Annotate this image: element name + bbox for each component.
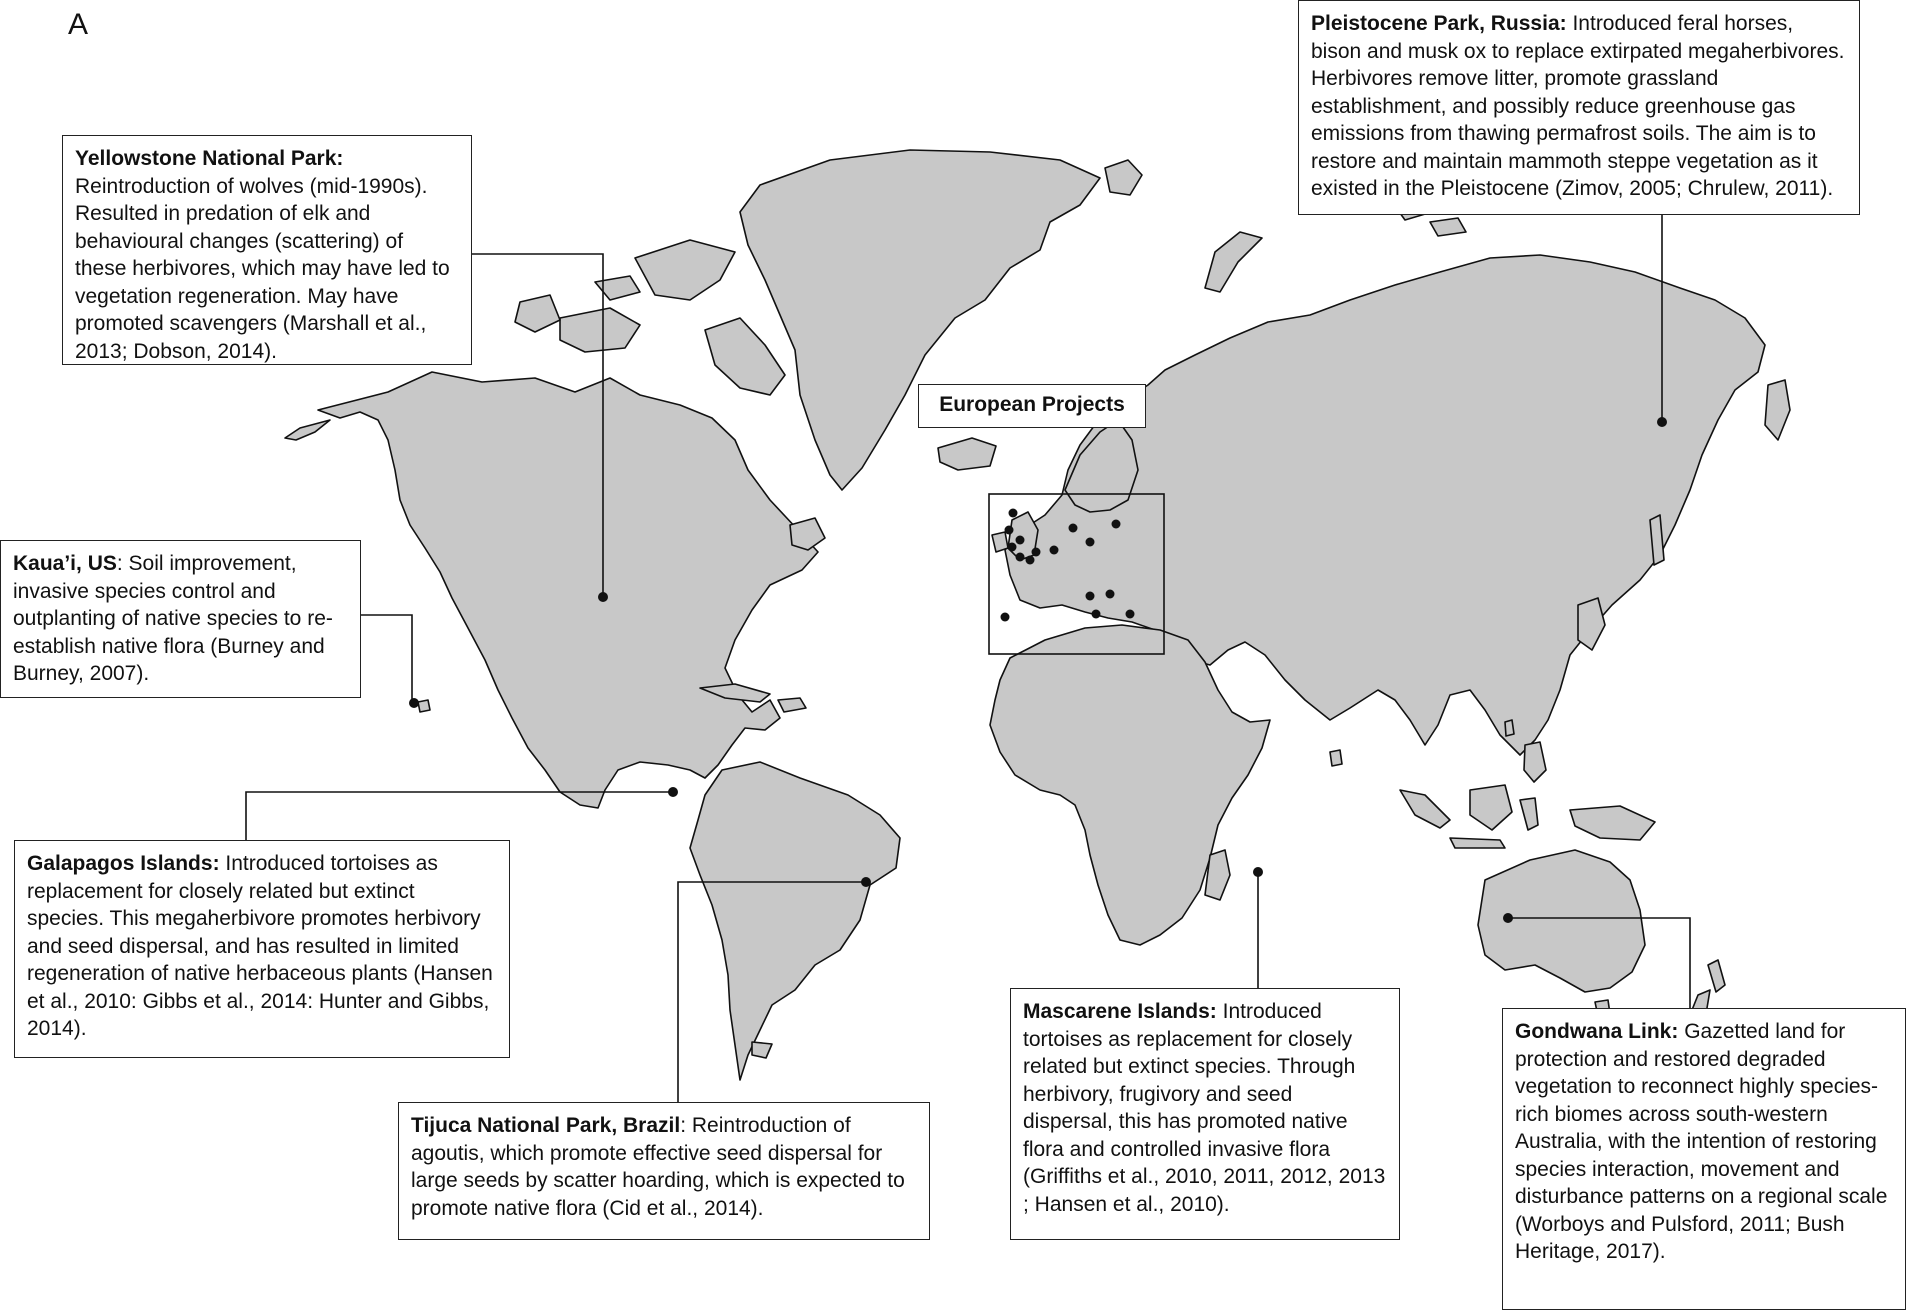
- greenland: [740, 150, 1100, 490]
- annotation-title: Mascarene Islands:: [1023, 1000, 1217, 1023]
- south-america: [690, 762, 900, 1080]
- site-europe: [1092, 610, 1101, 619]
- kamchatka: [1765, 380, 1790, 440]
- site-galapagos: [668, 787, 678, 797]
- annotation-text: : Reintroduction of agoutis, which promote effective seed dispersal for large seeds by scatter hoarding, which is expected to promote native flora (Cid et al., 2014).: [411, 1114, 905, 1220]
- site-europe: [1069, 524, 1078, 533]
- annotation-mascarene: [1010, 988, 1400, 1240]
- site-pleistocene: [1657, 417, 1667, 427]
- site-europe: [1112, 520, 1121, 529]
- borneo: [1470, 785, 1512, 830]
- panel-label: A: [68, 8, 89, 41]
- annotation-galapagos: [14, 840, 510, 1058]
- annotation-title: Kaua’i, US: [13, 552, 117, 575]
- sri-lanka: [1330, 750, 1342, 766]
- site-mascarene: [1253, 867, 1263, 877]
- site-kauai: [409, 698, 419, 708]
- annotation-text: Gazetted land for protection and restored degraded vegetation to reconnect highly species-rich biomes across south-western Australia, with the intention of restoring species interaction, movement and disturbance patterns on a regional scale (Worboys and Pulsford, 2011; Bush Heritage, 2017).: [1515, 1020, 1888, 1263]
- annotation-title: Pleistocene Park, Russia:: [1311, 12, 1567, 35]
- annotation-text: Introduced feral horses, bison and musk ox to replace extirpated megaherbivores. Herbivores remove litter, promote grassland establishment, and possibly reduce greenhouse gas emissions from thawing permafrost soils. The aim is to restore and maintain mammoth steppe vegetation as it existed in the Pleistocene (Zimov, 2005; Chrulew, 2011).: [1311, 12, 1845, 200]
- annotation-gondwana: [1502, 1008, 1906, 1310]
- sulawesi: [1520, 798, 1538, 830]
- australia: [1478, 850, 1645, 992]
- tierra-del-fuego: [752, 1042, 772, 1058]
- ireland: [992, 532, 1008, 552]
- site-europe: [1016, 553, 1025, 562]
- aleutians: [285, 420, 330, 440]
- site-europe: [1086, 592, 1095, 601]
- site-europe: [1005, 526, 1014, 535]
- annotation-text: Introduced tortoises as replacement for closely related but extinct species. Through herbivory, frugivory and seed dispersal, this has promoted native flora and controlled invasive flora (Griffiths et al., 2010, 2011, 2012, 2013 ; Hansen et al., 2010).: [1023, 1000, 1386, 1216]
- newfoundland: [790, 518, 825, 550]
- scandinavia: [1065, 420, 1138, 512]
- arctic-islands: [595, 276, 640, 300]
- victoria-island: [560, 308, 640, 352]
- european-projects-label: European Projects: [918, 384, 1146, 428]
- sumatra: [1400, 790, 1450, 828]
- annotation-tijuca: [398, 1102, 930, 1240]
- annotation-title: Galapagos Islands:: [27, 852, 220, 875]
- ellesmere-island: [635, 240, 735, 300]
- annotation-text: Reintroduction of wolves (mid-1990s). Resulted in predation of elk and behavioural changes (scattering) of these herbivores, which may have led to vegetation regeneration. May have promoted scavengers (Marshall et al., 2013; Dobson, 2014).: [75, 174, 450, 363]
- banks-island: [515, 295, 560, 332]
- annotation-pleistocene: [1298, 0, 1860, 215]
- baffin-island: [705, 318, 785, 395]
- site-tijuca: [861, 877, 871, 887]
- site-europe: [1086, 538, 1095, 547]
- site-europe: [1001, 613, 1010, 622]
- novaya-zemlya: [1205, 232, 1262, 292]
- hawaii: [418, 700, 430, 712]
- annotation-text: Introduced tortoises as replacement for closely related but extinct species. This megaherbivore promotes herbivory and seed dispersal, and has resulted in limited regeneration of native herbaceous plants (Hansen et al., 2010: Gibbs et al., 2014: Hunter and Gibbs, 2014).: [27, 852, 493, 1040]
- annotation-text: : Soil improvement, invasive species control and outplanting of native species to re-establish native flora (Burney and Burney, 2007).: [13, 552, 333, 685]
- site-europe: [1009, 509, 1018, 518]
- site-yellowstone: [598, 592, 608, 602]
- site-europe: [1106, 590, 1115, 599]
- new-zealand-north: [1708, 960, 1725, 992]
- philippines: [1524, 742, 1546, 782]
- africa: [990, 625, 1270, 945]
- taiwan: [1505, 720, 1514, 736]
- wrangel-island: [1430, 218, 1466, 236]
- site-europe: [1008, 543, 1017, 552]
- annotation-kauai: [0, 540, 361, 698]
- site-europe: [1026, 556, 1035, 565]
- annotation-title: Yellowstone National Park:: [75, 147, 344, 170]
- leader-kauai: [361, 615, 412, 703]
- annotation-title: Gondwana Link:: [1515, 1020, 1679, 1043]
- annotation-yellowstone: [62, 135, 472, 365]
- iceland: [938, 438, 996, 470]
- north-america: [318, 372, 818, 808]
- site-europe: [1050, 546, 1059, 555]
- hispaniola: [778, 698, 806, 712]
- svalbard: [1105, 160, 1142, 195]
- site-europe: [1126, 610, 1135, 619]
- annotation-title: Tijuca National Park, Brazil: [411, 1114, 681, 1137]
- java: [1450, 838, 1505, 848]
- site-gondwana: [1503, 913, 1513, 923]
- new-guinea: [1570, 806, 1655, 840]
- site-europe: [1016, 536, 1025, 545]
- leader-galapagos: [246, 792, 673, 840]
- site-europe: [1032, 548, 1041, 557]
